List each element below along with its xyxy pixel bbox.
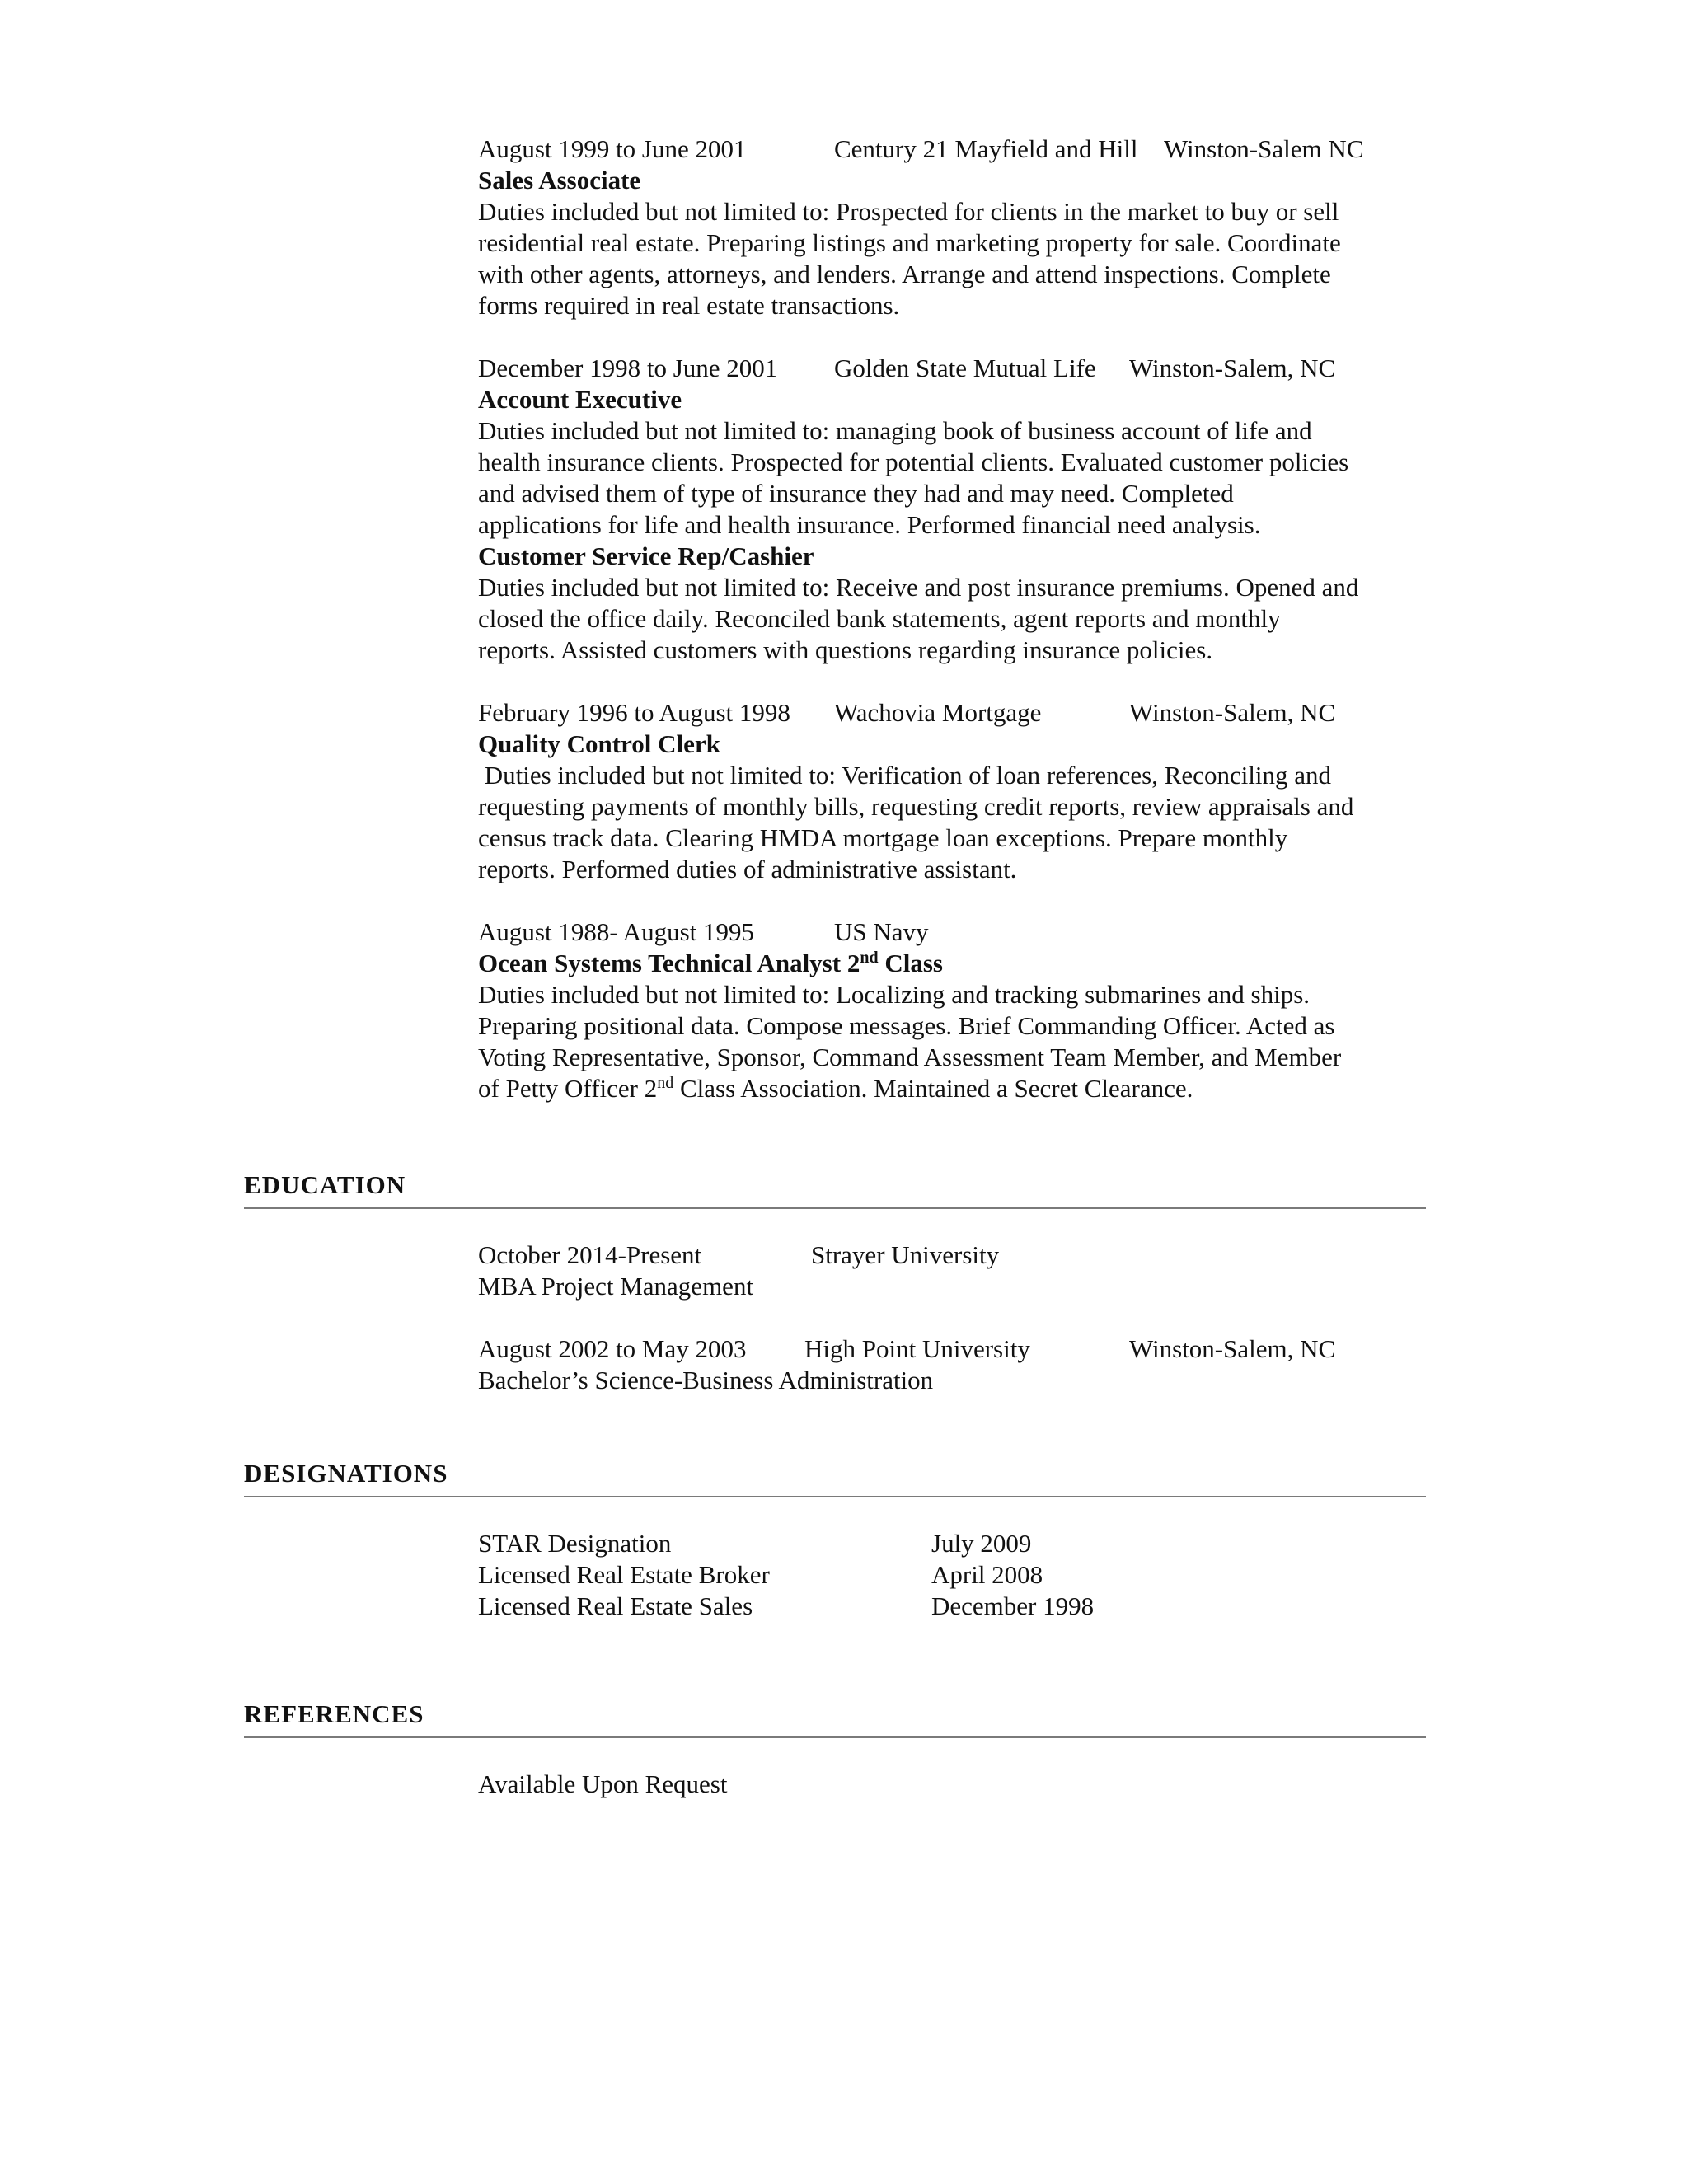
job-entry [478, 353, 1442, 666]
job-description-line: forms required in real estate transactions. [478, 291, 900, 320]
designation-row [478, 1559, 1442, 1591]
job-description-line: requesting payments of monthly bills, requesting credit reports, review appraisals and [478, 792, 1354, 821]
designation-date: April 2008 [931, 1560, 1043, 1589]
designations-heading: DESIGNATIONS [244, 1458, 1426, 1497]
designation-name: STAR Designation [478, 1529, 672, 1558]
job-header [478, 134, 1442, 165]
education-school: High Point University [804, 1334, 1030, 1363]
experience-section [478, 134, 1442, 1136]
job-description [478, 196, 1442, 321]
job-description-line: reports. Performed duties of administrative assistant. [478, 855, 1017, 883]
job-dates: August 1988- August 1995 [478, 917, 754, 946]
job-title-superscript: nd [860, 949, 879, 967]
job-header [478, 353, 1442, 384]
job-description-line: health insurance clients. Prospected for potential clients. Evaluated customer policies [478, 448, 1349, 476]
job-employer: US Navy [834, 917, 929, 946]
job-dates: August 1999 to June 2001 [478, 134, 747, 163]
designation-name: Licensed Real Estate Sales [478, 1591, 753, 1620]
education-location: Winston-Salem, NC [1129, 1334, 1336, 1363]
job-description-line: Voting Representative, Sponsor, Command Assessment Team Member, and Member [478, 1043, 1342, 1071]
job-description-line: and advised them of type of insurance they had and may need. Completed [478, 479, 1234, 508]
line-superscript: nd [657, 1074, 674, 1092]
job-header [478, 916, 1442, 948]
job-description-line: with other agents, attorneys, and lenders. Arrange and attend inspections. Complete [478, 260, 1331, 288]
references-row [478, 1769, 1442, 1800]
job-location: Winston-Salem, NC [1129, 698, 1336, 727]
job-entry [478, 134, 1442, 321]
education-dates: August 2002 to May 2003 [478, 1334, 747, 1363]
job-title: Account Executive [478, 385, 682, 414]
education-dates: October 2014-Present [478, 1240, 702, 1269]
job-description-line: closed the office daily. Reconciled bank statements, agent reports and monthly [478, 604, 1281, 633]
designation-name: Licensed Real Estate Broker [478, 1560, 770, 1589]
job-description-line: Duties included but not limited to: managing book of business account of life and [478, 416, 1312, 445]
references-heading: REFERENCES [244, 1699, 1426, 1738]
job-description-line: reports. Assisted customers with questions regarding insurance policies. [478, 635, 1213, 664]
job-dates: December 1998 to June 2001 [478, 354, 778, 382]
job-description-line: Duties included but not limited to: Prospected for clients in the market to buy or sell [478, 197, 1339, 226]
education-degree-row [478, 1365, 1442, 1396]
references-section [478, 1769, 1442, 1800]
designation-row [478, 1591, 1442, 1622]
job-description-line: census track data. Clearing HMDA mortgage loan exceptions. Prepare monthly [478, 823, 1288, 852]
job-location: Winston-Salem, NC [1129, 354, 1336, 382]
job-dates: February 1996 to August 1998 [478, 698, 790, 727]
job-employer: Century 21 Mayfield and Hill [834, 134, 1138, 163]
job-title [478, 948, 1442, 979]
job-title: Customer Service Rep/Cashier [478, 541, 814, 570]
job-description-line [478, 1074, 1193, 1103]
job-description-line: applications for life and health insurance. Performed financial need analysis. [478, 510, 1261, 539]
job-description [478, 760, 1442, 885]
job-description-line: Duties included but not limited to: Receive and post insurance premiums. Opened and [478, 573, 1359, 602]
job-header [478, 697, 1442, 729]
education-heading: EDUCATION [244, 1169, 1426, 1209]
line-part: of Petty Officer 2 [478, 1074, 658, 1103]
education-degree: MBA Project Management [478, 1272, 754, 1301]
job-title: Sales Associate [478, 166, 641, 194]
job-description [478, 979, 1442, 1104]
designation-date: December 1998 [931, 1591, 1095, 1620]
job-description [478, 572, 1442, 666]
education-section [478, 1240, 1442, 1396]
designation-row [478, 1528, 1442, 1559]
job-title: Quality Control Clerk [478, 729, 720, 758]
job-location: Winston-Salem NC [1164, 134, 1364, 163]
job-description [478, 415, 1442, 541]
education-degree: Bachelor’s Science-Business Administration [478, 1366, 934, 1394]
job-title-main: Ocean Systems Technical Analyst 2 [478, 949, 860, 977]
designations-section [478, 1528, 1442, 1622]
job-title-tail: Class [878, 949, 943, 977]
references-text: Available Upon Request [478, 1769, 728, 1798]
job-employer: Wachovia Mortgage [834, 698, 1042, 727]
education-entry-header [478, 1240, 1442, 1271]
education-degree-row [478, 1271, 1442, 1302]
job-description-line: Duties included but not limited to: Verification of loan references, Reconciling and [478, 761, 1332, 790]
designation-date: July 2009 [931, 1529, 1032, 1558]
job-entry [478, 697, 1442, 885]
education-school: Strayer University [811, 1240, 1000, 1269]
job-description-line: Preparing positional data. Compose messages. Brief Commanding Officer. Acted as [478, 1011, 1335, 1040]
job-description-line: residential real estate. Preparing listings and marketing property for sale. Coordinate [478, 228, 1341, 257]
education-entry-header [478, 1333, 1442, 1365]
job-entry [478, 916, 1442, 1104]
job-employer: Golden State Mutual Life [834, 354, 1096, 382]
job-description-line: Duties included but not limited to: Localizing and tracking submarines and ships. [478, 980, 1311, 1009]
line-part: Class Association. Maintained a Secret Clearance. [673, 1074, 1193, 1103]
